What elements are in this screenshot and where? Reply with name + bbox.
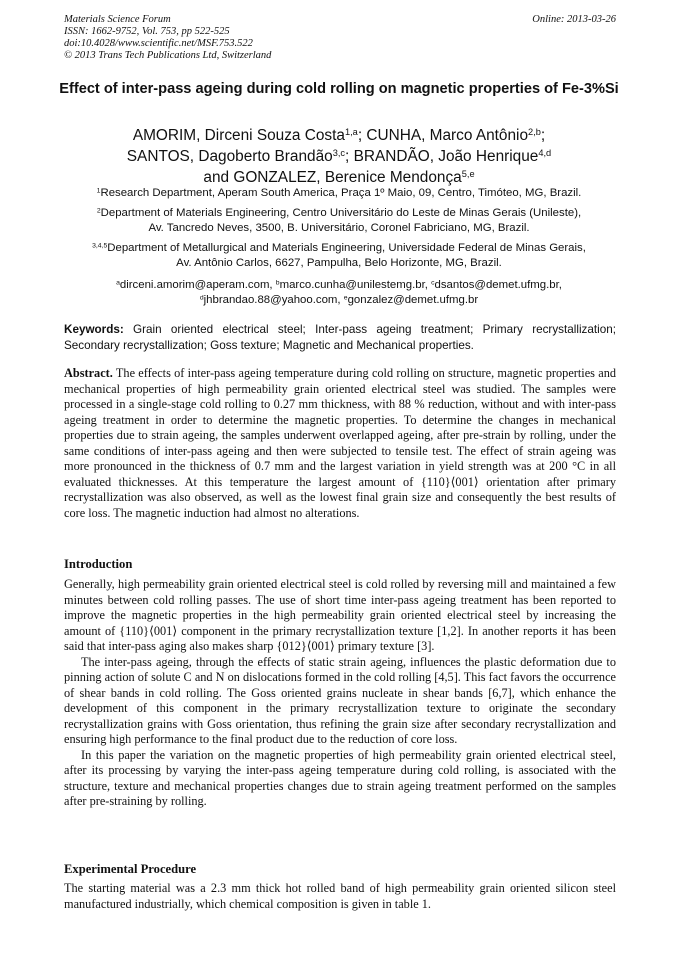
author-name: ; BRANDÃO, João Henrique — [345, 148, 539, 165]
email-link[interactable]: marco.cunha@unilestemg.br, — [279, 279, 432, 291]
email-link[interactable]: dsantos@demet.ufmg.br, — [434, 279, 562, 291]
issn: ISSN: 1662-9752, Vol. 753, pp 522-525 — [64, 26, 230, 37]
author-separator: ; — [540, 127, 546, 144]
author-list — [48, 125, 630, 188]
email-sup: b — [275, 279, 280, 287]
paragraph: In this paper the variation on the magnetic properties of high permeability grain oriented electrical steel, after its processing by varying the inter-pass ageing temperature during cold rolling, is associated with the structure, texture and mechanical properties changes due to strain ageing treatment performed on the samples after pre-straining by rolling. — [64, 747, 616, 808]
affiliation-text: Department of Materials Engineering, Centro Universitário do Leste de Minas Gerais (Unileste), — [100, 207, 582, 219]
author-sup: 5,e — [461, 168, 475, 179]
affiliation-text: Av. Tancredo Neves, 3500, B. Universitário, Coronel Fabriciano, MG, Brazil. — [148, 222, 530, 235]
affiliation-text: Department of Metallurgical and Materials Engineering, Universidade Federal de Minas Gerais, — [107, 242, 586, 254]
online-date: Online: 2013-03-26 — [532, 14, 616, 25]
author-name: ; CUNHA, Marco Antônio — [357, 127, 529, 144]
paragraph: The starting material was a 2.3 mm thick hot rolled band of high permeability grain oriented silicon steel manufactured industrially, which chemical composition is given in table 1. — [64, 881, 616, 911]
abstract-label: Abstract. — [64, 366, 113, 380]
section-heading-experimental: Experimental Procedure — [64, 862, 197, 876]
author-sup: 2,b — [528, 126, 541, 137]
introduction-body — [64, 577, 616, 810]
affiliation-text: Research Department, Aperam South America, Praça 1º Maio, 09, Centro, Timóteo, MG, Brazil. — [100, 187, 582, 199]
abstract — [64, 366, 616, 521]
abstract-text: The effects of inter-pass ageing temperature during cold rolling on structure, magnetic properties and mechanical properties of high permeability grain oriented electrical steel was studied. The samples were processed in a single-stage cold rolling to 0.27 mm thickness, with 88 % reduction, without and with inter-pass ageing treatment in order to determine the magnetic properties. To determine the changes in mechanical properties due to strain ageing, the samples underwent overlapped ageing, after pre-strain by rolling, under the same conditions of inter-pass ageing and then were subjected to tensile test. The effect of strain ageing was more pronounced in the thickness of 0.7 mm and the largest variation in yield strength was at 200 °C in all evaluated thicknesses. At this temperature the largest amount of {110}⟨001⟩ orientation after primary recrystallization was also observed, as well as the lowest final grain size and consequently the best results of core loss. The magnetic induction had almost no alterations. — [64, 366, 616, 520]
copyright: © 2013 Trans Tech Publications Ltd, Switzerland — [64, 50, 272, 61]
keywords — [64, 322, 616, 354]
author-sup: 4,d — [538, 147, 552, 158]
author-line-1 — [48, 125, 630, 146]
author-line-3 — [48, 167, 630, 188]
email-sup: d — [199, 294, 204, 302]
section-heading-introduction: Introduction — [64, 557, 133, 571]
paper-title: Effect of inter-pass ageing during cold rolling on magnetic properties of Fe-3%Si — [59, 81, 619, 97]
paragraph: The inter-pass ageing, through the effects of static strain ageing, influences the plastic deformation due to pinning action of solute C and N on dislocations formed in the cold rolling [4,5]. This fact favors the occurrence of shear bands in cold rolling. The Goss oriented grains nucleate in shear bands [6,7], which enhance the development of this component in the primary recrystallization texture to originate the secondary recrystallization grains with Goss orientation, thus refining the grain size after secondary recrystallization and ensuring high performance to the final product due to the reduction of core loss. — [64, 654, 616, 746]
experimental-body — [64, 881, 616, 912]
author-name: AMORIM, Dirceni Souza Costa — [132, 127, 345, 144]
affiliation-2 — [56, 206, 622, 236]
email-link[interactable]: gonzalez@demet.ufmg.br — [347, 294, 479, 307]
author-name: and GONZALEZ, Berenice Mendonça — [203, 169, 462, 186]
affiliation-3 — [56, 241, 622, 271]
author-name: SANTOS, Dagoberto Brandão — [126, 148, 333, 165]
email-link[interactable]: dirceni.amorim@aperam.com, — [119, 279, 276, 291]
affiliation-text: Av. Antônio Carlos, 6627, Pampulha, Belo Horizonte, MG, Brazil. — [176, 257, 502, 270]
affiliation-sup: 2 — [96, 207, 101, 215]
author-sup: 3,c — [332, 147, 346, 158]
journal-name: Materials Science Forum — [64, 14, 171, 25]
author-line-2 — [48, 146, 630, 167]
journal-header — [64, 14, 616, 62]
affiliation-sup: 1 — [96, 187, 101, 195]
email-link[interactable]: jhbrandao.88@yahoo.com, — [203, 294, 344, 307]
doi: doi:10.4028/www.scientific.net/MSF.753.522 — [64, 38, 253, 49]
keywords-label: Keywords: — [64, 323, 124, 336]
keywords-text: Grain oriented electrical steel; Inter-pass ageing treatment; Primary recrystallization; Secondary recrystallization; Goss texture; Magnetic and Mechanical properties. — [64, 323, 616, 352]
affiliation-sup: 3,4,5 — [92, 242, 108, 250]
email-sup: c — [431, 279, 435, 287]
author-sup: 1,a — [344, 126, 358, 137]
author-emails — [56, 278, 622, 308]
email-sup: e — [343, 294, 348, 302]
paragraph: Generally, high permeability grain oriented electrical steel is cold rolled by reversing mill and maintained a few minutes between cold rolling passes. The use of short time inter-pass ageing treatment has been reported to improve the magnetic properties in the high permeability grain oriented electrical steel by increasing the amount of {110}⟨001⟩ component in the primary recrystallization texture [1,2]. In another reports it has been said that inter-pass aging also makes sharp {012}⟨001⟩ primary texture [3]. — [64, 577, 616, 653]
affiliation-1 — [56, 186, 622, 201]
email-sup: a — [116, 279, 120, 287]
